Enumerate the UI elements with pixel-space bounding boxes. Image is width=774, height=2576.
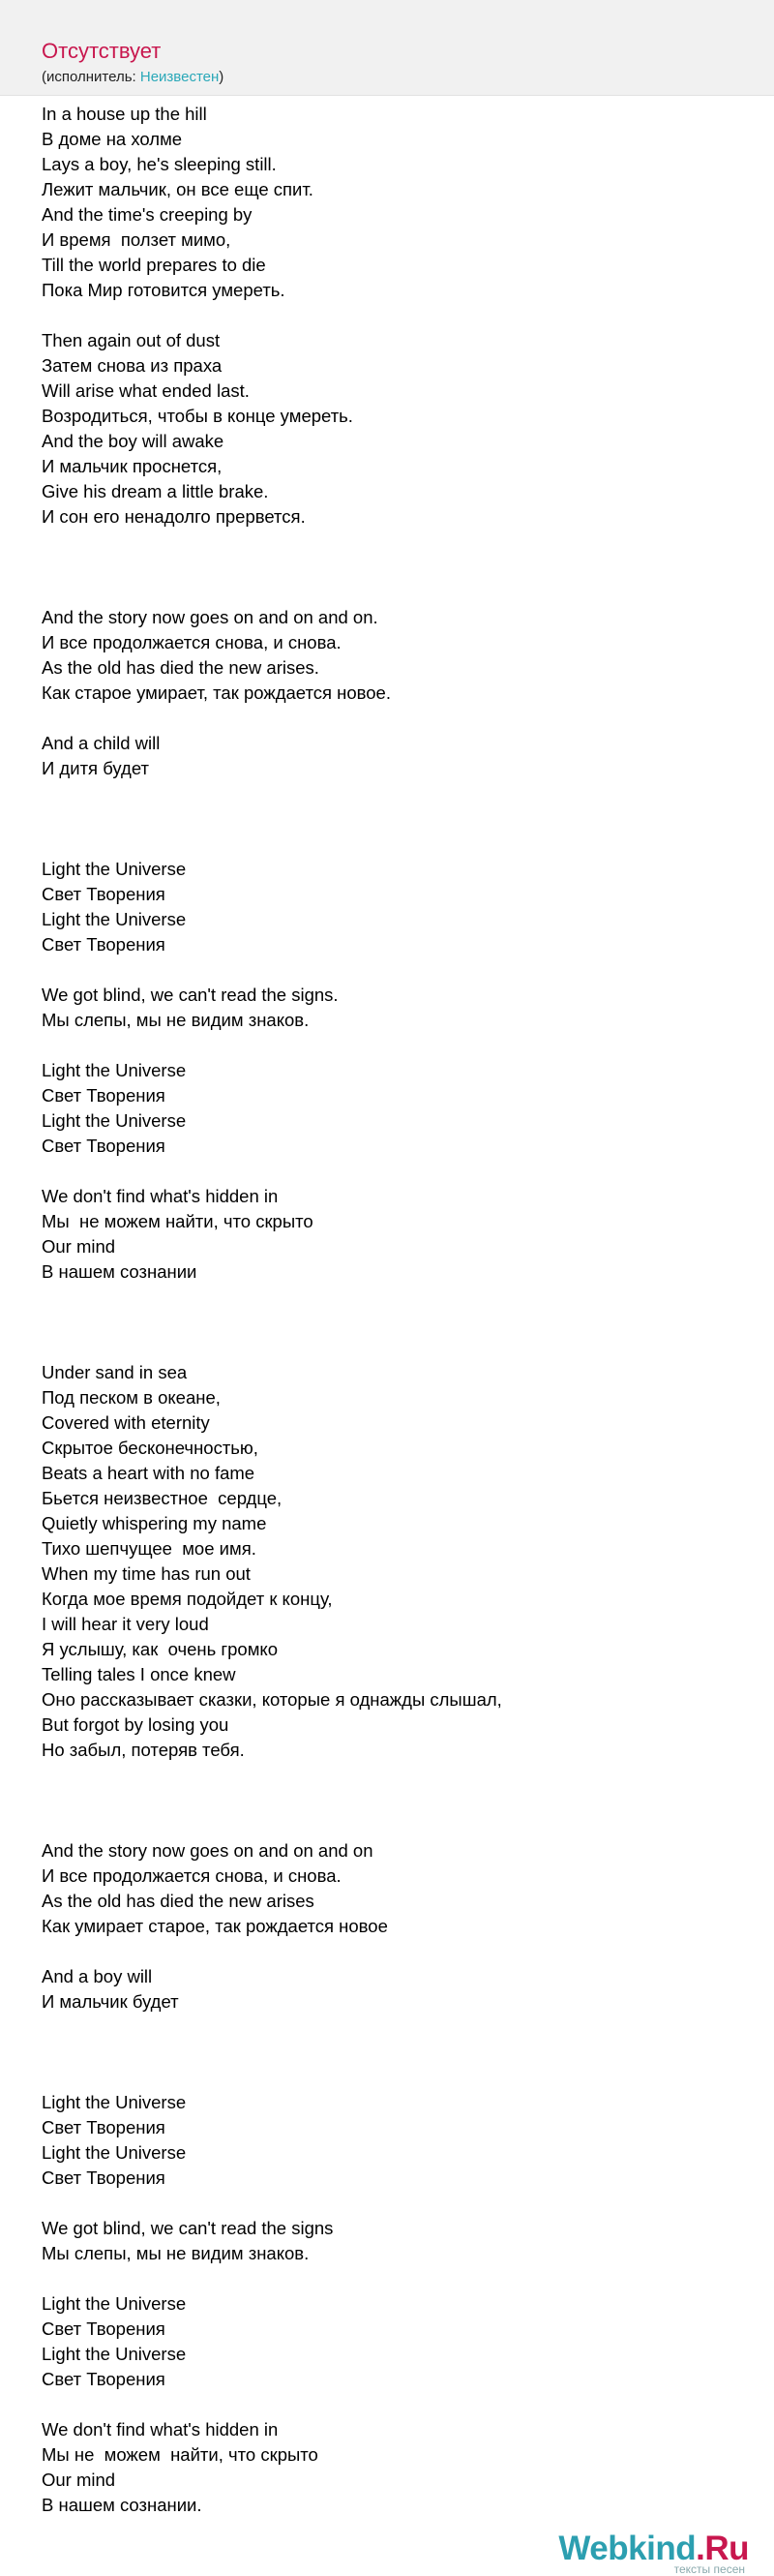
lyric-line (42, 2040, 738, 2065)
lyric-line: И мальчик проснется, (42, 456, 223, 476)
lyric-line: Will arise what ended last. (42, 380, 250, 401)
lyric-line: Свет Творения (42, 1136, 165, 1156)
lyric-line: Quietly whispering my name (42, 1513, 267, 1533)
lyric-line: Lays a boy, he's sleeping still. (42, 154, 277, 174)
lyric-line: And a boy will (42, 1966, 153, 1986)
lyric-line: Then again out of dust (42, 330, 221, 350)
lyric-line: И мальчик будет (42, 1991, 179, 2012)
lyric-line: Скрытое бесконечностью, (42, 1438, 258, 1458)
lyric-line: In a house up the hill (42, 104, 207, 124)
logo-suffix-text: .Ru (696, 2530, 749, 2567)
lyric-line: Light the Universe (42, 859, 187, 879)
lyric-line: Light the Universe (42, 1110, 187, 1131)
lyric-line (42, 1763, 738, 1788)
page-header (0, 0, 774, 96)
lyric-line: We don't find what's hidden in (42, 2419, 279, 2440)
lyrics-text (42, 102, 738, 2518)
lyric-line (42, 1285, 738, 1310)
lyric-line (42, 2015, 738, 2040)
lyric-line: But forgot by losing you (42, 1714, 229, 1735)
lyric-line: И все продолжается снова, и снова. (42, 1865, 342, 1886)
artist-link[interactable]: Неизвестен (139, 69, 220, 85)
lyric-line: Beats a heart with no fame (42, 1463, 255, 1483)
lyric-line: Свет Творения (42, 884, 165, 904)
logo-wordmark (555, 2531, 749, 2565)
lyric-line: And a child will (42, 733, 161, 753)
lyric-line: Пока Мир готовится умереть. (42, 280, 285, 300)
artist-suffix: ) (219, 69, 224, 85)
lyric-line: Мы слепы, мы не видим знаков. (42, 1010, 310, 1030)
lyric-line: Light the Universe (42, 2344, 187, 2364)
lyric-line (42, 2191, 738, 2216)
lyric-line (42, 1939, 738, 1964)
lyric-line: Telling tales I once knew (42, 1664, 236, 1684)
lyric-line: Light the Universe (42, 909, 187, 929)
lyric-line (42, 555, 738, 580)
lyric-line (42, 1033, 738, 1058)
lyric-line (42, 806, 738, 832)
lyric-line (42, 1310, 738, 1335)
lyric-line: Мы не можем найти, что скрыто (42, 1211, 313, 1231)
lyric-line (42, 1788, 738, 1813)
lyric-line (42, 2266, 738, 2291)
lyric-line: Мы не можем найти, что скрыто (42, 2444, 318, 2465)
lyric-line: And the story now goes on and on and on. (42, 607, 378, 627)
lyric-line: Свет Творения (42, 934, 165, 955)
lyric-line: Till the world prepares to die (42, 255, 266, 275)
lyric-line: В нашем сознании. (42, 2495, 202, 2515)
lyric-line: Бьется неизвестное сердце, (42, 1488, 283, 1508)
lyric-line: We got blind, we can't read the signs. (42, 985, 339, 1005)
lyric-line: Light the Universe (42, 1060, 187, 1080)
lyric-line: Свет Творения (42, 2369, 165, 2389)
lyric-line: Give his dream a little brake. (42, 481, 269, 501)
lyric-line: И все продолжается снова, и снова. (42, 632, 342, 652)
lyric-line: В нашем сознании (42, 1261, 197, 1282)
lyric-line: И время ползет мимо, (42, 229, 231, 250)
lyric-line (42, 957, 738, 983)
lyric-line: Возродиться, чтобы в конце умереть. (42, 406, 353, 426)
lyric-line: Под песком в океане, (42, 1387, 221, 1408)
lyric-line (42, 706, 738, 731)
lyric-line: And the story now goes on and on and on (42, 1840, 373, 1861)
lyric-line: И дитя будет (42, 758, 149, 778)
lyric-line: Как умирает старое, так рождается новое (42, 1916, 388, 1936)
lyric-line (42, 530, 738, 555)
lyric-line (42, 1159, 738, 1184)
lyric-line: When my time has run out (42, 1563, 251, 1584)
lyric-line: Но забыл, потеряв тебя. (42, 1740, 245, 1760)
lyric-line (42, 580, 738, 605)
lyric-line: Свет Творения (42, 2117, 165, 2137)
lyric-line: And the boy will awake (42, 431, 224, 451)
lyric-line: Я услышу, как очень громко (42, 1639, 279, 1659)
lyric-line (42, 1813, 738, 1838)
lyric-line: I will hear it very loud (42, 1614, 209, 1634)
lyric-line (42, 1335, 738, 1360)
lyric-line: Our mind (42, 1236, 116, 1257)
lyric-line: As the old has died the new arises (42, 1891, 314, 1911)
lyric-line (42, 2065, 738, 2090)
lyric-line: Оно рассказывает сказки, которые я однажды слышал, (42, 1689, 502, 1710)
lyric-line: Свет Творения (42, 2167, 165, 2188)
lyric-line (42, 303, 738, 328)
lyric-line: Когда мое время подойдет к концу, (42, 1589, 333, 1609)
lyric-line: В доме на холме (42, 129, 183, 149)
lyric-line: Under sand in sea (42, 1362, 188, 1382)
song-title: Отсутствует (42, 39, 162, 63)
lyric-line: Our mind (42, 2470, 116, 2490)
lyric-line (42, 2392, 738, 2417)
logo-main-text: Webkind (558, 2530, 697, 2567)
lyric-line: Light the Universe (42, 2293, 187, 2314)
lyric-line: Тихо шепчущее мое имя. (42, 1538, 256, 1559)
lyric-line: Мы слепы, мы не видим знаков. (42, 2243, 310, 2263)
lyric-line: Лежит мальчик, он все еще спит. (42, 179, 313, 199)
lyric-line: Light the Universe (42, 2092, 187, 2112)
lyric-line: Затем снова из праха (42, 355, 223, 376)
artist-prefix: (исполнитель: (42, 69, 140, 85)
lyric-line (42, 832, 738, 857)
lyric-line: Свет Творения (42, 1085, 165, 1106)
lyric-line: Как старое умирает, так рождается новое. (42, 682, 391, 703)
lyric-line: We got blind, we can't read the signs (42, 2218, 334, 2238)
lyric-line: And the time's creeping by (42, 204, 253, 225)
lyric-line: Covered with eternity (42, 1412, 210, 1433)
logo-tagline: тексты песен (673, 2562, 745, 2576)
lyric-line: И сон его ненадолго прервется. (42, 506, 306, 527)
lyric-line: As the old has died the new arises. (42, 657, 319, 678)
site-logo[interactable] (555, 2530, 749, 2576)
lyric-line (42, 781, 738, 806)
lyric-line: We don't find what's hidden in (42, 1186, 279, 1206)
lyric-line: Свет Творения (42, 2318, 165, 2339)
artist-line (42, 69, 223, 86)
lyric-line: Light the Universe (42, 2142, 187, 2163)
